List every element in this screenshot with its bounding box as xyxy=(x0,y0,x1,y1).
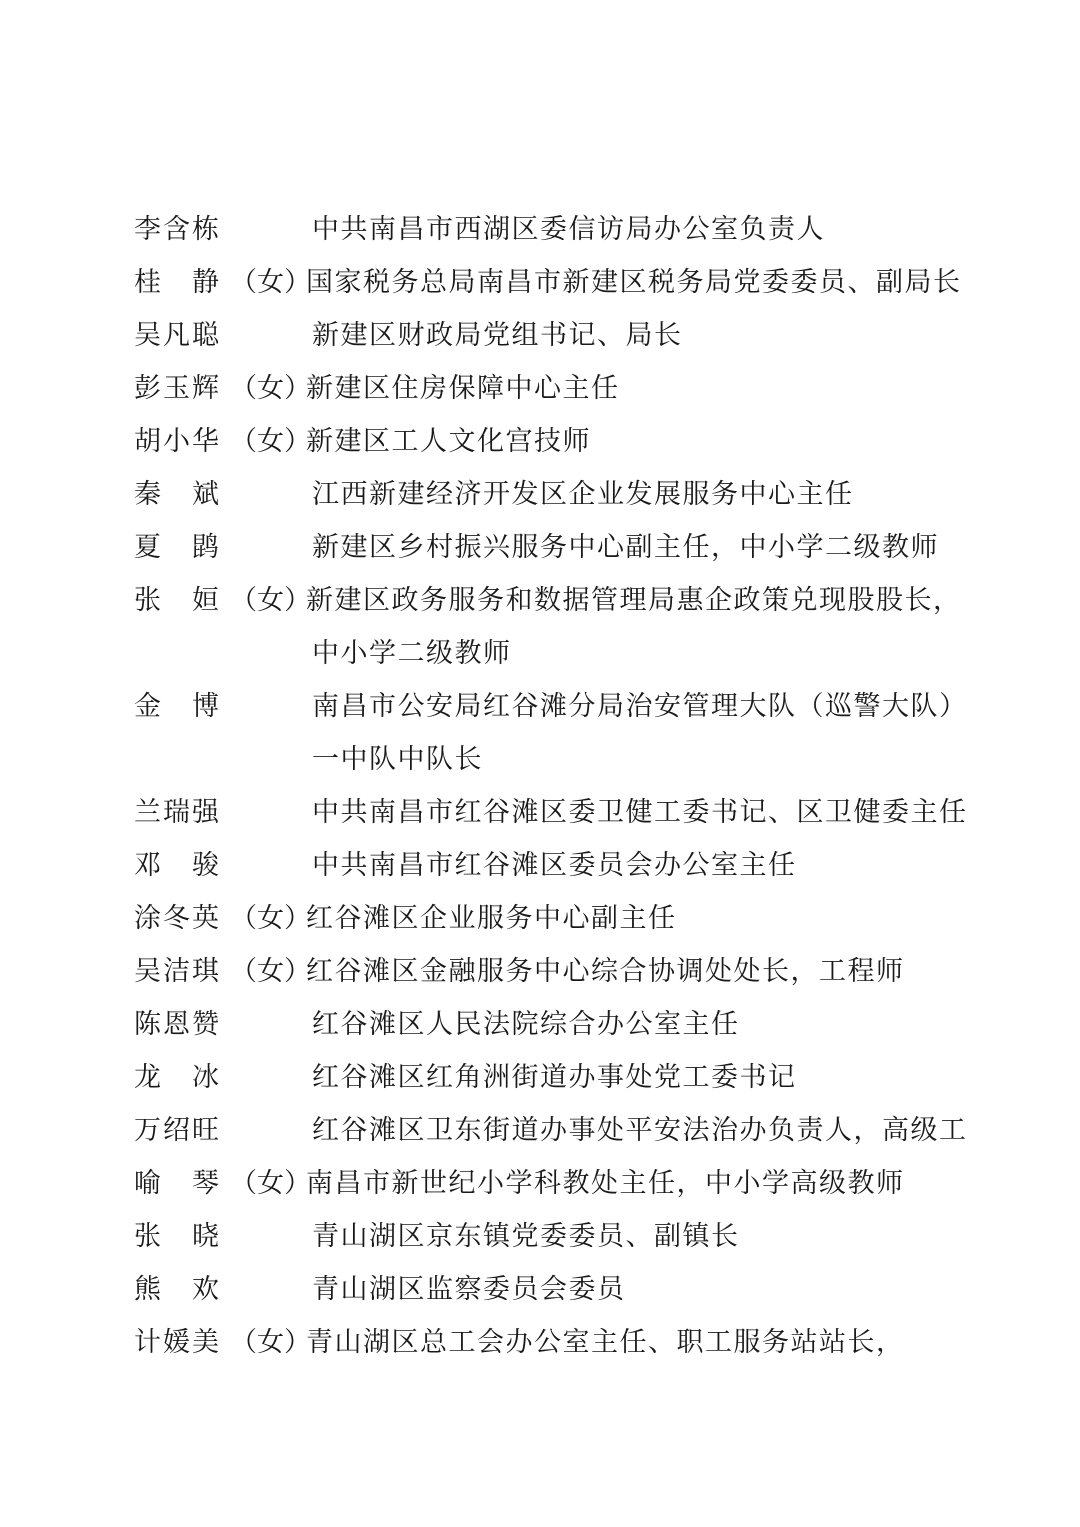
person-name: 喻 琴 xyxy=(134,1168,221,1199)
gender-note: （女） xyxy=(230,373,311,404)
position-title: 青山湖区总工会办公室主任、职工服务站站长， xyxy=(306,1327,905,1358)
list-item xyxy=(134,574,974,680)
gender-note: （女） xyxy=(230,956,311,987)
gender-note: （女） xyxy=(230,1168,311,1199)
person-name: 陈恩赞 xyxy=(134,1009,221,1040)
position-title: 新建区财政局党组书记、局长 xyxy=(312,320,683,351)
person-name: 桂 静 xyxy=(134,267,221,298)
position-title: 青山湖区监察委员会委员 xyxy=(312,1274,626,1305)
position-title: 一中队中队长 xyxy=(312,744,483,775)
person-name: 张 晓 xyxy=(134,1221,221,1252)
gender-note: （女） xyxy=(230,1327,311,1358)
list-item xyxy=(134,1210,974,1263)
person-name: 秦 斌 xyxy=(134,479,221,510)
list-item xyxy=(134,892,974,945)
list-item xyxy=(134,786,974,839)
position-title: 新建区住房保障中心主任 xyxy=(306,373,620,404)
honoree-list xyxy=(134,203,974,1369)
position-title: 中共南昌市西湖区委信访局办公室负责人 xyxy=(312,214,825,245)
gender-note: （女） xyxy=(230,585,311,616)
position-title: 中共南昌市红谷滩区委员会办公室主任 xyxy=(312,850,797,881)
list-item xyxy=(134,1263,974,1316)
list-item xyxy=(134,468,974,521)
person-name: 兰瑞强 xyxy=(134,797,221,828)
position-title: 红谷滩区卫东街道办事处平安法治办负责人，高级工 xyxy=(312,1115,968,1146)
person-name: 吴洁琪 xyxy=(134,956,221,987)
person-name: 龙 冰 xyxy=(134,1062,221,1093)
position-title: 南昌市公安局红谷滩分局治安管理大队（巡警大队） xyxy=(312,691,968,722)
list-item xyxy=(134,1316,974,1369)
person-name: 李含栋 xyxy=(134,214,221,245)
position-title: 中共南昌市红谷滩区委卫健工委书记、区卫健委主任 xyxy=(312,797,968,828)
list-item xyxy=(134,1157,974,1210)
list-item xyxy=(134,256,974,309)
position-title: 新建区政务服务和数据管理局惠企政策兑现股股长， xyxy=(306,585,962,616)
gender-note: （女） xyxy=(230,903,311,934)
list-item xyxy=(134,521,974,574)
position-title: 红谷滩区人民法院综合办公室主任 xyxy=(312,1009,740,1040)
list-item xyxy=(134,203,974,256)
list-item xyxy=(134,839,974,892)
position-title: 红谷滩区红角洲街道办事处党工委书记 xyxy=(312,1062,797,1093)
person-name: 熊 欢 xyxy=(134,1274,221,1305)
position-title: 南昌市新世纪小学科教处主任，中小学高级教师 xyxy=(306,1168,905,1199)
position-title: 江西新建经济开发区企业发展服务中心主任 xyxy=(312,479,854,510)
position-title: 红谷滩区金融服务中心综合协调处处长，工程师 xyxy=(306,956,905,987)
position-title: 中小学二级教师 xyxy=(312,638,512,669)
person-name: 金 博 xyxy=(134,691,221,722)
list-item xyxy=(134,680,974,786)
person-name: 吴凡聪 xyxy=(134,320,221,351)
gender-note: （女） xyxy=(230,267,311,298)
list-item xyxy=(134,309,974,362)
position-title: 新建区乡村振兴服务中心副主任，中小学二级教师 xyxy=(312,532,939,563)
position-title: 红谷滩区企业服务中心副主任 xyxy=(306,903,677,934)
list-item xyxy=(134,1104,974,1157)
person-name: 张 姮 xyxy=(134,585,221,616)
list-item xyxy=(134,998,974,1051)
position-title: 青山湖区京东镇党委委员、副镇长 xyxy=(312,1221,740,1252)
person-name: 夏 鹍 xyxy=(134,532,221,563)
person-name: 邓 骏 xyxy=(134,850,221,881)
person-name: 涂冬英 xyxy=(134,903,221,934)
list-item xyxy=(134,1051,974,1104)
gender-note: （女） xyxy=(230,426,311,457)
list-item xyxy=(134,415,974,468)
position-title: 国家税务总局南昌市新建区税务局党委委员、副局长 xyxy=(306,267,962,298)
list-item xyxy=(134,362,974,415)
person-name: 胡小华 xyxy=(134,426,221,457)
person-name: 计媛美 xyxy=(134,1327,221,1358)
person-name: 彭玉辉 xyxy=(134,373,221,404)
list-item xyxy=(134,945,974,998)
position-title: 新建区工人文化宫技师 xyxy=(306,426,591,457)
person-name: 万绍旺 xyxy=(134,1115,221,1146)
